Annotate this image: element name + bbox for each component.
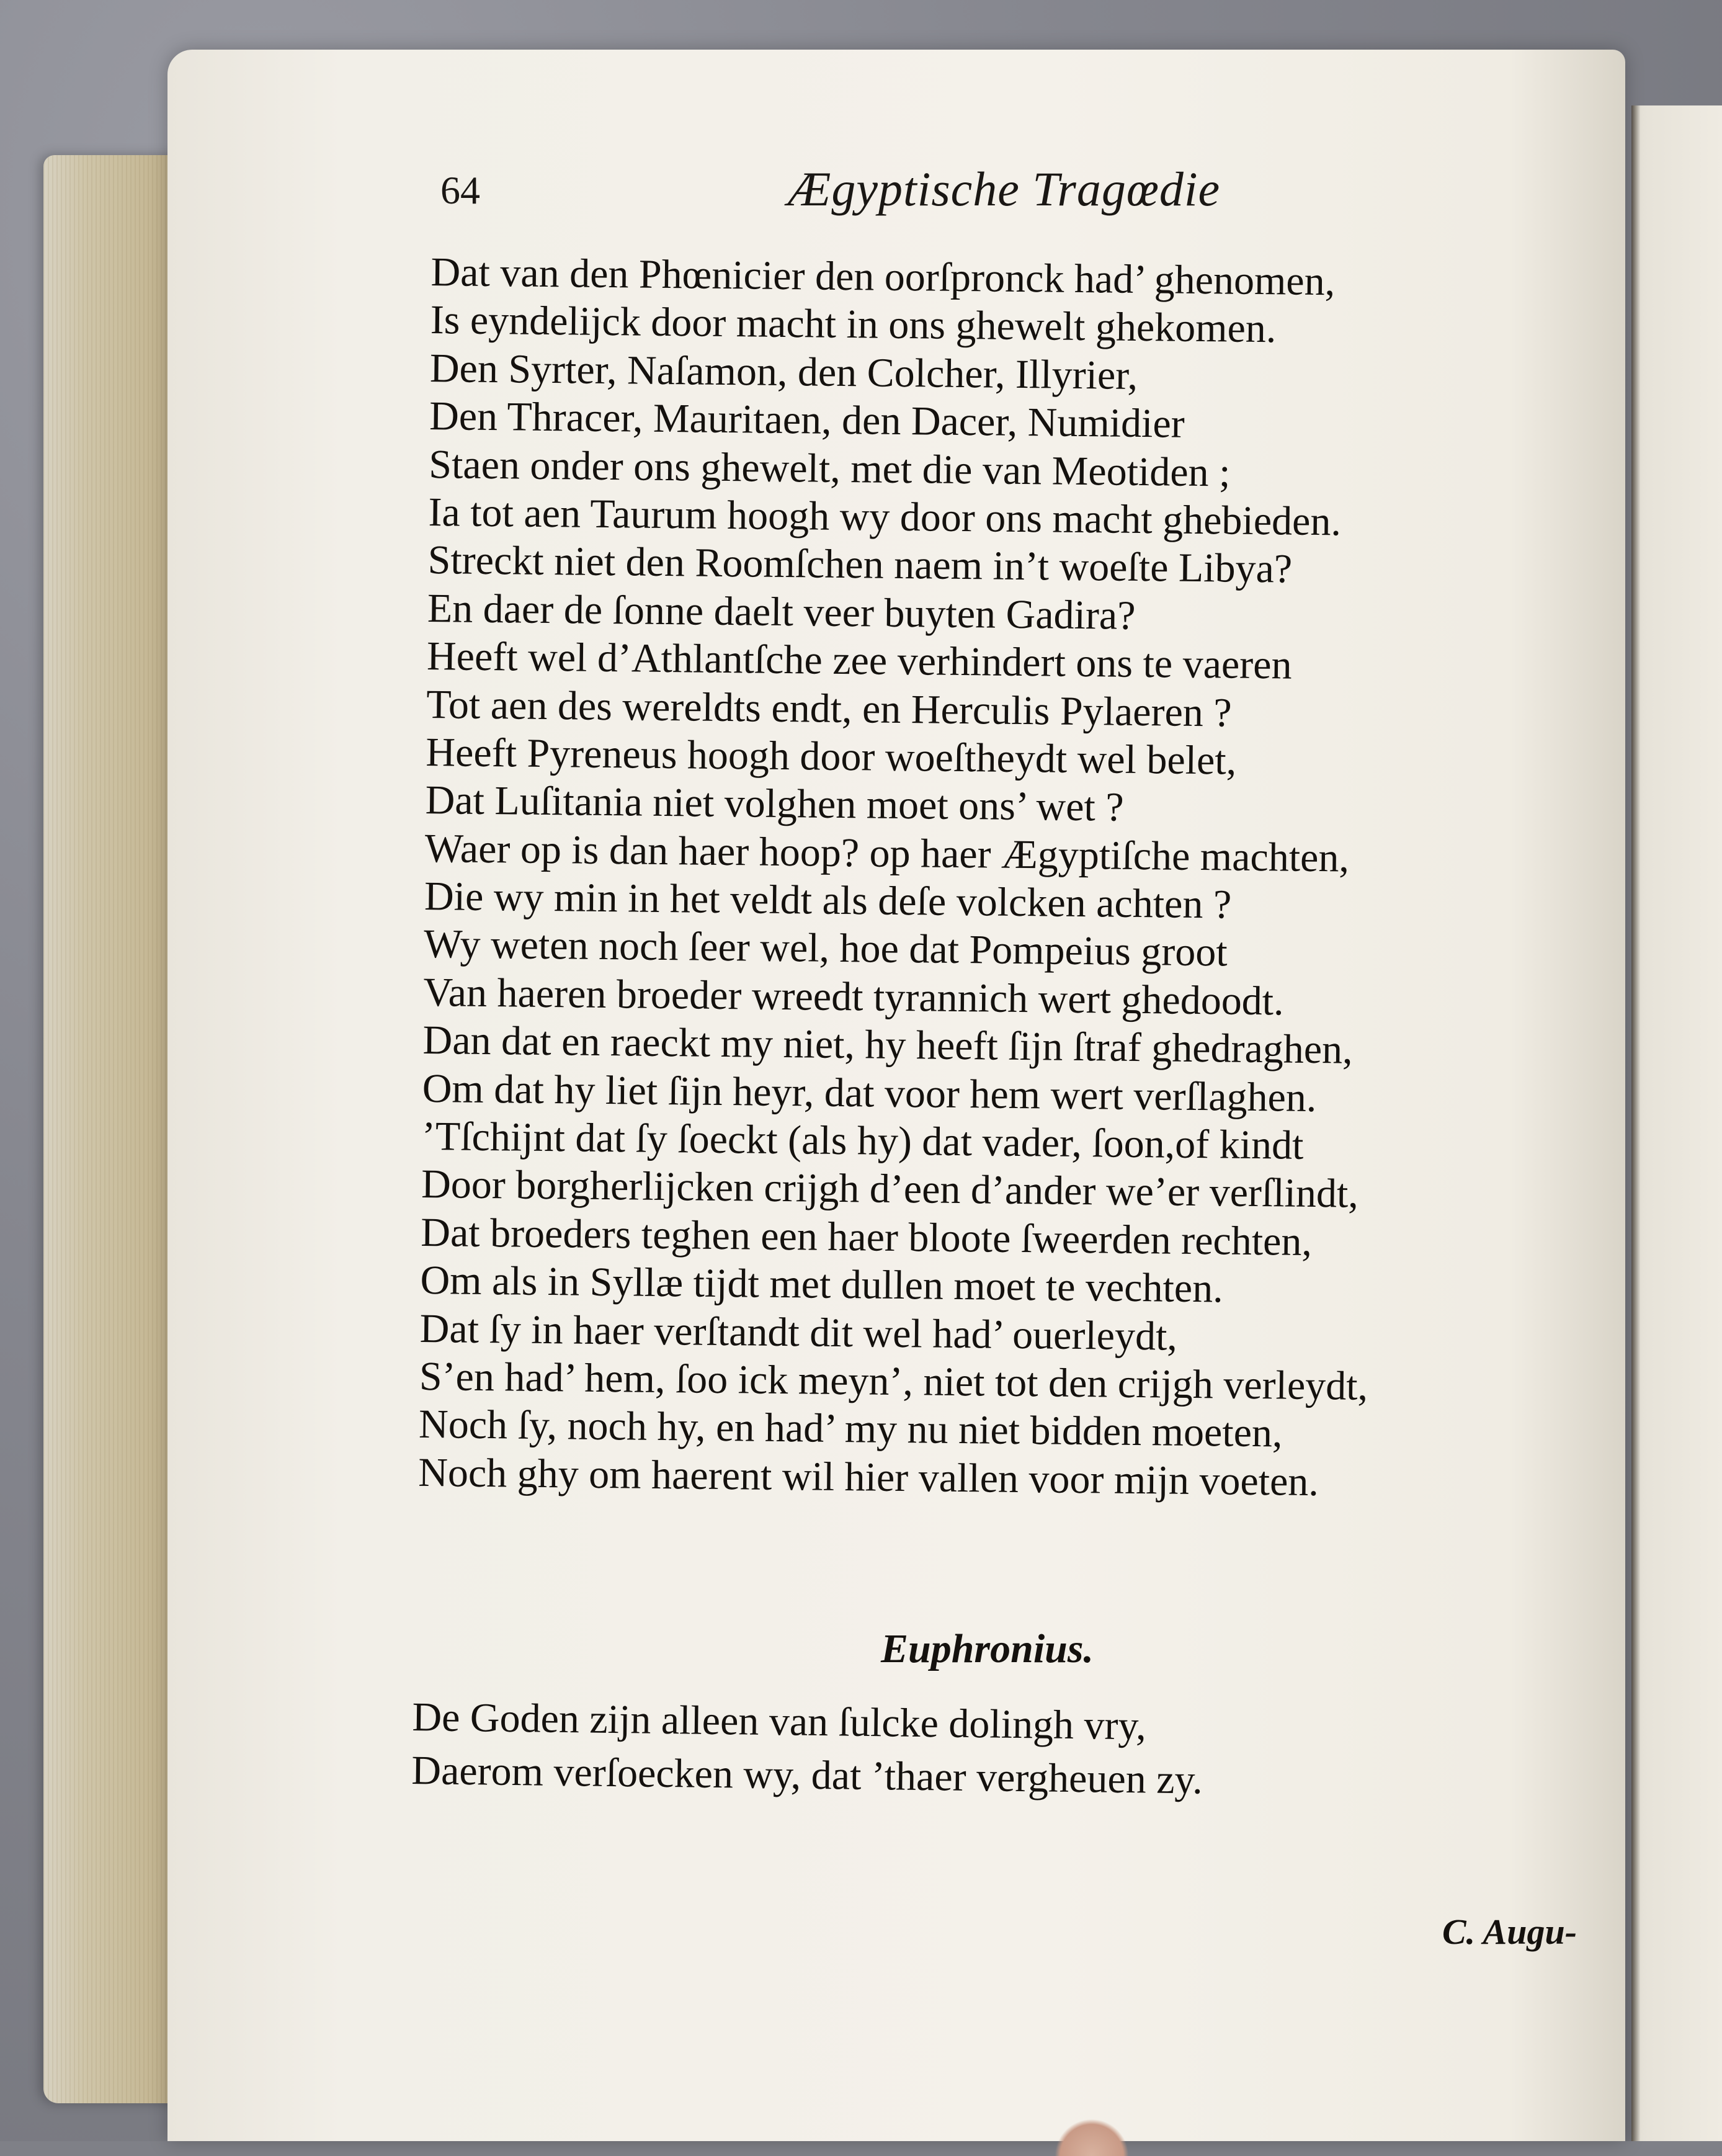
speech-line: De Goden zijn alleen van ſulcke dolingh vry, (412, 1694, 1147, 1749)
verse-line: Streckt niet den Roomſchen naem in’t woeſte Libya? (427, 537, 1293, 592)
verse-line: Dat broeders teghen een haer bloote ſweerden rechten, (421, 1209, 1313, 1264)
running-head: Ægyptische Tragœdie (788, 162, 1221, 216)
verse-line: Om als in Syllæ tijdt met dullen moet te vechten. (420, 1258, 1224, 1312)
verse-line: S’en had’ hem, ſoo ick meyn’, niet tot den crijgh verleydt, (419, 1353, 1368, 1409)
verse-line: Noch ghy om haerent wil hier vallen voor mijn voeten. (417, 1449, 1319, 1505)
verse-line: En daer de ſonne daelt veer buyten Gadira? (427, 585, 1136, 638)
book-fore-edge (43, 155, 186, 2103)
page-number: 64 (440, 168, 480, 212)
verse-block (418, 248, 1610, 1509)
facing-page-edge (1631, 105, 1722, 2141)
speech-block (411, 1691, 1591, 1812)
page-header (440, 162, 1371, 242)
verse-line: Om dat hy liet ſijn heyr, dat voor hem wert verſlaghen. (422, 1065, 1317, 1120)
verse-line: Dat Luſitania niet volghen moet ons’ wet ? (425, 777, 1124, 831)
verse-line: Heeft wel d’Athlantſche zee verhindert ons te vaeren (426, 633, 1292, 688)
verse-line: Den Syrter, Naſamon, den Colcher, Illyrier, (429, 345, 1138, 398)
verse-line: Door borgherlijcken crijgh d’een d’ander we’er verſlindt, (421, 1161, 1359, 1217)
verse-line: Waer op is dan haer hoop? op haer Ægyptiſche machten, (424, 825, 1350, 881)
verse-line: Dat van den Phœnicier den oorſpronck had’ ghenomen, (430, 249, 1336, 305)
verse-line: Den Thracer, Mauritaen, den Dacer, Numidier (429, 393, 1185, 447)
verse-line: Dan dat en raeckt my niet, hy heeft ſijn ſtraf ghedraghen, (422, 1018, 1354, 1073)
verse-line: Staen onder ons ghewelt, met die van Meotiden ; (428, 441, 1231, 496)
verse-line: Tot aen des wereldts endt, en Herculis Pylaeren ? (426, 681, 1233, 736)
verse-line: Ia tot aen Taurum hoogh wy door ons macht ghebieden. (428, 489, 1342, 545)
catchword: C. Augu- (1442, 1912, 1577, 1952)
fingertip (1055, 2119, 1129, 2156)
verse-line: ’Tſchijnt dat ſy ſoeckt (als hy) dat vader, ſoon,of kindt (421, 1113, 1304, 1168)
verse-line: Is eyndelijck door macht in ons ghewelt ghekomen. (430, 297, 1277, 352)
verse-line: Die wy min in het veldt als deſe volcken achten ? (424, 874, 1232, 928)
verse-line: Wy weten noch ſeer wel, hoe dat Pompeius groot (423, 921, 1228, 975)
speech-line: Daerom verſoecken wy, dat ’thaer vergheuen zy. (411, 1747, 1203, 1803)
verse-line: Heeft Pyreneus hoogh door woeſtheydt wel belet, (426, 729, 1237, 784)
verse-line: Noch ſy, noch hy, en had’ my nu niet bidden moeten, (418, 1402, 1283, 1456)
verse-line: Dat ſy in haer verſtandt dit wel had’ ouerleydt, (419, 1305, 1178, 1359)
verse-line: Van haeren broeder wreedt tyrannich wert ghedoodt. (423, 969, 1285, 1024)
speaker-heading: Euphronius. (881, 1626, 1094, 1671)
